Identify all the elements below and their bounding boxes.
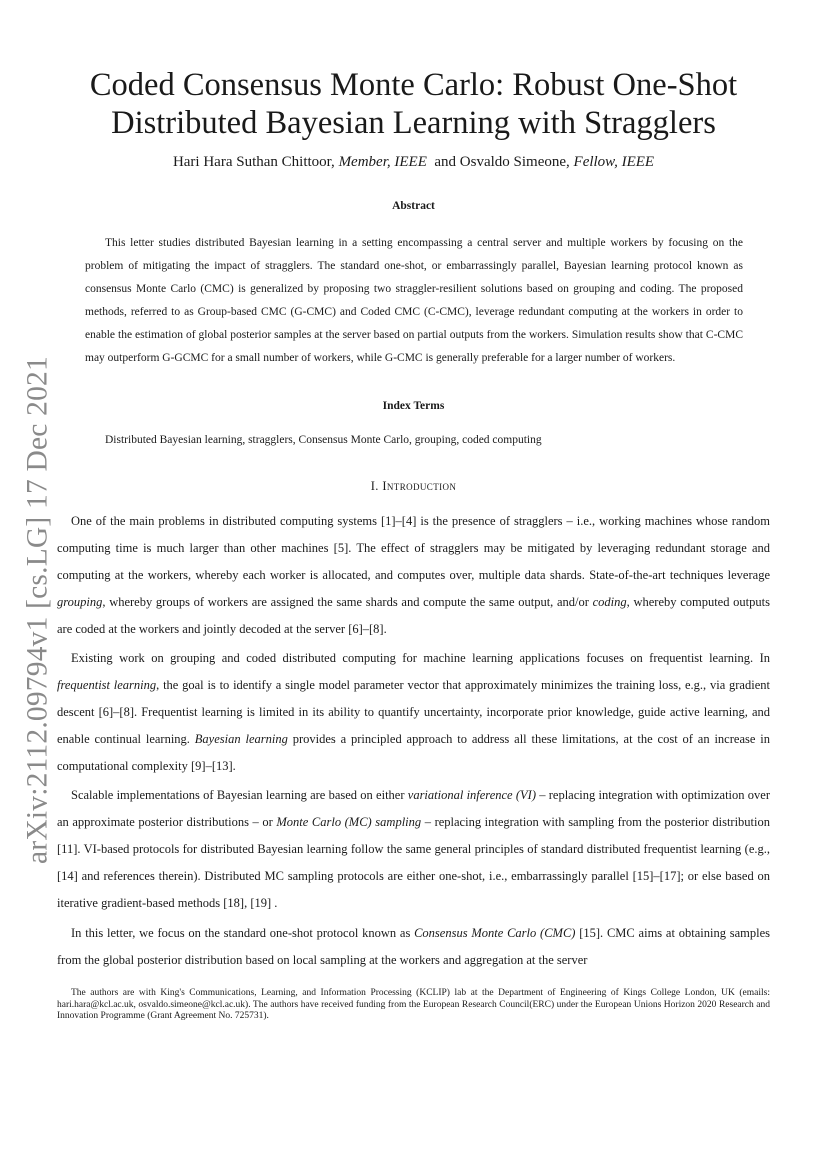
- p1-text-c: , whereby computed outputs are coded at the workers and jointly decoded at the server [6]–[8].: [57, 595, 770, 636]
- author-list: [40, 152, 787, 172]
- footnote: The authors are with King's Communications, Learning, and Information Processing (KCLIP) lab at the Department of Engineering of Kings College London, UK (emails: hari.hara@kcl.ac.uk, osvaldo.simeone@kcl.ac.uk). The authors have received funding from the European Research Council(ERC) under the European Unions Horizon 2020 Research and Innovation Programme (Grant Agreement No. 725731).: [57, 988, 770, 1021]
- p4-emph-cmc: Consensus Monte Carlo (CMC): [414, 926, 576, 940]
- author-1-name: Hari Hara Suthan Chittoor,: [172, 154, 335, 170]
- paragraph-3: [57, 782, 770, 917]
- title-line-2: Distributed Bayesian Learning with Stragglers: [111, 105, 716, 141]
- p2-emph-frequentist: frequentist learning: [57, 678, 157, 692]
- p2-text-b: , the goal is to identify a single model parameter vector that approximately minimizes the training loss, e.g., via gradient descent [6]–[8]. Frequentist learning is limited in its ability to quantify uncertainty, incorporate prior knowledge, guide active learning, and enable continual learning.: [57, 678, 770, 746]
- author-1-role: Member, IEEE: [338, 154, 427, 170]
- p1-emph-coding: coding: [592, 595, 627, 609]
- p1-emph-grouping: grouping: [57, 595, 103, 609]
- abstract-text: This letter studies distributed Bayesian learning in a setting encompassing a central server and multiple workers by focusing on the problem of mitigating the impact of stragglers. The standard one-shot, or embarrassingly parallel, Bayesian learning protocol known as consensus Monte Carlo (CMC) is generalized by proposing two straggler-resilient solutions based on grouping and coding. The proposed methods, referred to as Group-based CMC (G-CMC) and Coded CMC (C-CMC), leverage redundant computing at the workers in order to enable the estimation of global posterior samples at the server based on partial outputs from the workers. Simulation results show that C-CMC may outperform G-GCMC for a small number of workers, while G-CMC is generally preferable for a larger number of workers.: [85, 237, 743, 364]
- abstract-heading: Abstract: [392, 200, 435, 212]
- index-terms-heading: Index Terms: [382, 400, 445, 412]
- paragraph-1: [57, 508, 770, 643]
- title-line-1: Coded Consensus Monte Carlo: Robust One-Shot: [89, 67, 738, 103]
- author-2-role: Fellow, IEEE: [573, 154, 655, 170]
- p1-text-a: One of the main problems in distributed computing systems [1]–[4] is the presence of stragglers – i.e., working machines whose random computing time is much larger than other machines [5]. The effect of stragglers may be mitigated by leveraging redundant storage and computing at the workers, whereby each worker is allocated, and computes over, multiple data shards. State-of-the-art techniques leverage: [57, 514, 770, 582]
- p3-emph-mc: Monte Carlo (MC) sampling: [276, 815, 422, 829]
- p3-text-a: Scalable implementations of Bayesian learning are based on either: [71, 788, 408, 802]
- section-heading: [40, 479, 787, 494]
- p2-emph-bayesian: Bayesian learning: [194, 732, 288, 746]
- paper-title: [40, 66, 787, 142]
- author-2-name: and Osvaldo Simeone,: [434, 154, 570, 170]
- paragraph-4: [57, 920, 770, 974]
- p1-text-b: , whereby groups of workers are assigned the same shards and compute the same output, and/or: [102, 595, 593, 609]
- p3-text-c: – replacing integration with sampling from the posterior distribution [11]. VI-based protocols for distributed Bayesian learning follow the same general principles of standard distributed frequentist learning (e.g., [14] and references therein). Distributed MC sampling protocols are either one-shot, i.e., embarrassingly parallel [15]–[17]; or else based on iterative gradient-based methods [18], [19] .: [57, 815, 770, 910]
- index-terms-text: Distributed Bayesian learning, stragglers, Consensus Monte Carlo, grouping, coded computing: [105, 434, 542, 446]
- paragraph-2: [57, 645, 770, 780]
- section-title: Introduction: [382, 479, 457, 493]
- p4-text-b: [15]. CMC aims at obtaining samples from the global posterior distribution based on local sampling at the workers and aggregation at the server: [57, 926, 771, 967]
- p2-text-a: Existing work on grouping and coded distributed computing for machine learning applications focuses on frequentist learning. In: [71, 651, 770, 665]
- arxiv-identifier: arXiv:2112.09794v1 [cs.LG] 17 Dec 2021: [21, 356, 54, 864]
- section-number: I.: [370, 479, 379, 493]
- p3-text-b: – replacing integration with optimization over an approximate posterior distributions – or: [57, 788, 770, 829]
- p3-emph-vi: variational inference (VI): [407, 788, 536, 802]
- p2-text-c: provides a principled approach to address all these limitations, at the cost of an increase in computational complexity [9]–[13].: [57, 732, 770, 773]
- p4-text-a: In this letter, we focus on the standard one-shot protocol known as: [71, 926, 415, 940]
